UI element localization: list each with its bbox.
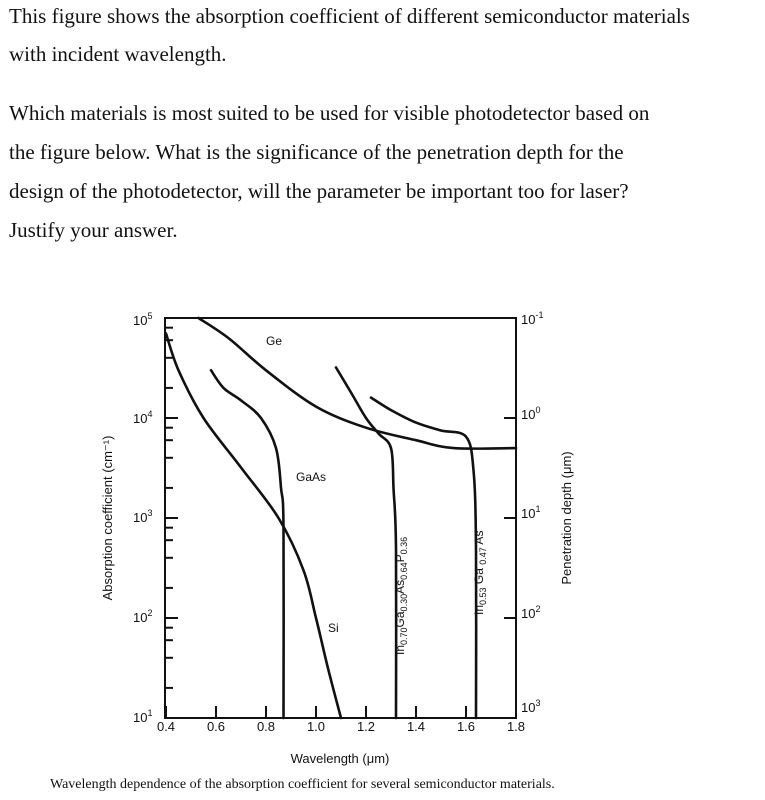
y2-tick-base: 10 [521, 407, 536, 422]
y-tick-label [133, 508, 152, 525]
label-ingaasp-sub: 0.70 [399, 627, 409, 645]
label-gaas: GaAs [296, 470, 327, 484]
figure-caption: Wavelength dependence of the absorption coefficient for several semiconductor materials. [50, 777, 555, 792]
label-si: Si [328, 621, 339, 635]
x-tick-label: 1.8 [506, 719, 526, 734]
x-tick-label: 0.6 [206, 719, 226, 734]
x-tick-label: 1.4 [406, 719, 426, 734]
y2-tick-base: 10 [521, 606, 536, 621]
label-ingaasp-part: Ga [393, 611, 407, 628]
label-ingaas-part: Ga [472, 564, 486, 588]
label-ingaas-sub: 0.53 [478, 587, 488, 605]
y2-tick-base: 10 [521, 506, 536, 521]
y-tick-base: 10 [133, 313, 148, 328]
x-tick-label: 1.6 [456, 719, 476, 734]
label-ingaasp-sub: 0.64 [399, 562, 409, 580]
label-ingaasp-part: P [393, 554, 407, 563]
y-tick-label [133, 708, 152, 725]
y2-tick-label [521, 698, 540, 715]
y-tick-exp: 5 [147, 311, 153, 321]
label-ingaas-part: In [472, 604, 486, 615]
y2-tick-exp: 3 [535, 698, 541, 708]
plot-frame [165, 318, 516, 718]
label-ingaasp-part: As [393, 579, 407, 594]
y-tick-label [133, 311, 152, 328]
y2-tick-label [521, 504, 540, 521]
question-line-3: design of the photodetector, will the parameter be important too for laser? [9, 179, 629, 203]
x-tick-label: 0.4 [156, 719, 176, 734]
y2-tick-label [521, 604, 540, 621]
y-tick-base: 10 [133, 710, 148, 725]
y-tick-base: 10 [133, 610, 148, 625]
curve-si [166, 334, 341, 719]
y2-tick-label [521, 405, 540, 422]
x-axis-title: Wavelength (μm) [290, 751, 390, 766]
y-tick-base: 10 [133, 510, 148, 525]
label-ge: Ge [266, 334, 283, 348]
y2-tick-exp: 0 [535, 405, 541, 415]
label-ingaasp-sub: 0.30 [399, 593, 409, 612]
curves [166, 318, 516, 718]
y-axis-title: Absorption coefficient (cm⁻¹) [100, 435, 115, 601]
label-ingaas-part: As [472, 530, 486, 548]
y2-tick-base: 10 [521, 312, 536, 327]
label-ingaasp-sub: 0.36 [399, 536, 409, 555]
intro-line-1: This figure shows the absorption coefficient of different semiconductor materials [9, 4, 690, 28]
x-tick-label: 1.2 [356, 719, 376, 734]
y-tick-exp: 2 [147, 608, 153, 618]
y2-axis-title: Penetration depth (μm) [559, 451, 574, 585]
y-tick-labels [133, 311, 152, 725]
y-tick-exp: 1 [147, 708, 153, 718]
label-ingaasp-part: In [393, 644, 407, 655]
y2-tick-label [521, 310, 543, 327]
curve-in0-53ga0-47as [371, 398, 476, 718]
curve-ge [199, 318, 517, 449]
question-line-4: Justify your answer. [9, 218, 178, 242]
x-tick-labels [157, 719, 525, 734]
y-tick-exp: 3 [147, 508, 153, 518]
y-tick-label [133, 409, 152, 426]
question-line-2: the figure below. What is the significance of the penetration depth for the [9, 140, 624, 164]
x-tick-label: 1.0 [306, 719, 326, 734]
y-tick-label [133, 608, 152, 625]
y-tick-base: 10 [133, 411, 148, 426]
y2-tick-exp: -1 [535, 310, 544, 320]
question-line-1: Which materials is most suited to be used for visible photodetector based on [9, 101, 650, 125]
x-tick-label: 0.8 [256, 719, 276, 734]
intro-line-2: with incident wavelength. [9, 42, 227, 66]
label-ingaas [472, 531, 488, 615]
y-tick-exp: 4 [147, 409, 153, 419]
curve-gaas [211, 370, 284, 718]
y2-tick-exp: 2 [535, 604, 541, 614]
y2-tick-base: 10 [521, 700, 536, 715]
y2-tick-exp: 1 [535, 504, 541, 514]
y2-tick-labels [521, 310, 543, 715]
label-ingaas-sub: 0.47 [478, 547, 488, 565]
